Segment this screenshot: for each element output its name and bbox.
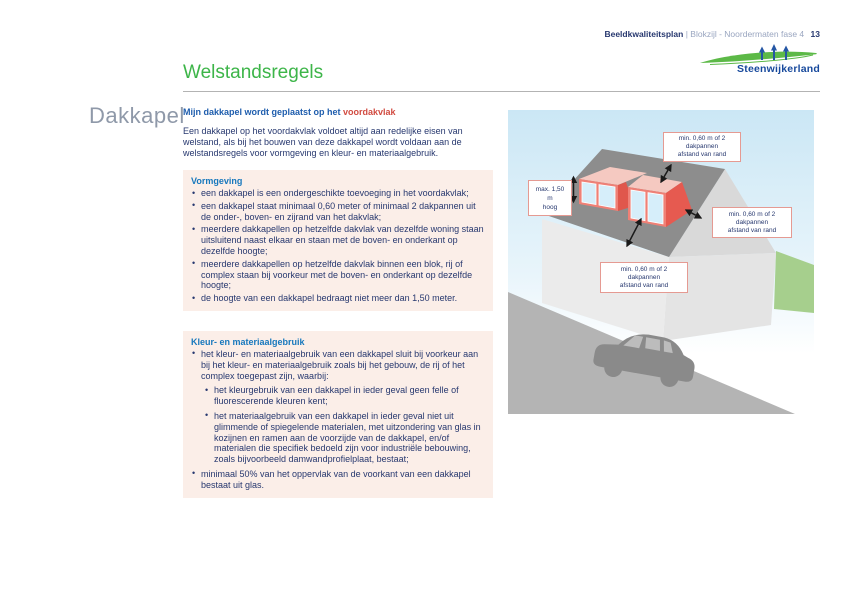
label-line: dakpannen <box>735 218 769 226</box>
municipality-logo <box>698 42 820 75</box>
sub-bullet-item: • het materiaalgebruik van een dakkapel in ieder geval niet uit glimmende of spiegelende materialen, met uitzondering van glas in kozijnen en ramen aan de voorzijde van de dakkapel, en/of materialen die specifiek bedoeld zijn voor industriële bebouwing, zoals bijvoorbeeld damwandprofielplaat, bestaat; <box>204 411 485 465</box>
bullet-item: • minimaal 50% van het oppervlak van de voorkant van een dakkapel bestaat uit glas. <box>191 469 485 491</box>
label-side-edge-distance <box>712 207 792 238</box>
label-line: dakpannen <box>685 143 719 150</box>
label-line: min. 0,60 m of 2 <box>678 135 726 142</box>
title-divider <box>183 91 820 92</box>
kleur-bullet-list <box>191 349 485 381</box>
label-line: min. 0,60 m of 2 <box>728 210 776 218</box>
sidebar-chapter-label: Dakkapel <box>89 103 185 128</box>
label-line: afstand van rand <box>727 226 777 234</box>
label-line: hoog <box>542 203 558 211</box>
document-title: Beeldkwaliteitsplan <box>604 29 684 39</box>
bullet-item: • de hoogte van een dakkapel bedraagt niet meer dan 1,50 meter. <box>191 293 485 304</box>
bullet-item: • een dakkapel staat minimaal 0,60 meter of minimaal 2 dakpannen uit de onder-, boven- en zijrand van het dakvlak; <box>191 201 485 223</box>
kleur-bullet-list-2 <box>191 469 485 491</box>
article-column <box>183 107 493 518</box>
kleur-sub-bullet-list <box>204 385 485 465</box>
vormgeving-box-title: Vormgeving <box>191 176 243 186</box>
kleur-materiaal-box <box>183 331 493 498</box>
bullet-item: • meerdere dakkapellen op hetzelfde dakvlak binnen een blok, rij of complex staan bij voorkeur met de boven- en onderkant op dezelfde hoogte; <box>191 259 485 291</box>
label-line: min. 0,60 m of 2 <box>620 265 668 273</box>
label-line: dakpannen <box>627 273 661 281</box>
placement-heading-text: Mijn dakkapel wordt geplaatst op het <box>183 107 344 117</box>
label-line: afstand van rand <box>677 151 727 158</box>
bullet-item: • het kleur- en materiaalgebruik van een dakkapel sluit bij voorkeur aan bij het kleur- en materiaalgebruik zoals bij het gebouw, de rij of het complex toegepast zijn, waarbij: <box>191 349 485 381</box>
vormgeving-bullet-list <box>191 188 485 304</box>
dormer-house-illustration <box>508 110 814 414</box>
section-title: Welstandsregels <box>183 62 324 83</box>
label-line: afstand van rand <box>619 281 669 289</box>
label-line: m <box>547 194 553 202</box>
document-subtitle: | Blokzijl - Noordermaten fase 4 <box>685 29 805 39</box>
label-max-height <box>528 180 572 216</box>
page-header <box>604 29 820 39</box>
vormgeving-box <box>183 170 493 311</box>
label-bottom-edge-distance <box>600 262 688 293</box>
bullet-item: • meerdere dakkapellen op hetzelfde dakvlak van dezelfde woning staan uitsluitend naast elkaar en staan met de boven- en onderkant op dezelfde hoogte; <box>191 224 485 256</box>
page-number: 13 <box>810 29 820 39</box>
kleur-box-title: Kleur- en materiaalgebruik <box>191 336 305 347</box>
sub-bullet-item: • het kleurgebruik van een dakkapel in ieder geval geen felle of fluorescerende kleuren kent; <box>204 385 485 407</box>
placement-heading <box>183 107 493 117</box>
placement-heading-highlight: voordakvlak <box>343 107 396 117</box>
intro-paragraph: Een dakkapel op het voordakvlak voldoet altijd aan redelijke eisen van welstand, als bij het bouwen van deze dakkapel wordt voldaan aan de welstandsregels voor vormgeving en kleur- en materiaalgebruik. <box>183 126 463 158</box>
bullet-item: • een dakkapel is een ondergeschikte toevoeging in het voordakvlak; <box>191 188 485 199</box>
logo-text: Steenwijkerland <box>737 63 820 75</box>
label-top-edge-distance <box>663 132 741 162</box>
label-line: max. 1,50 <box>535 185 565 193</box>
